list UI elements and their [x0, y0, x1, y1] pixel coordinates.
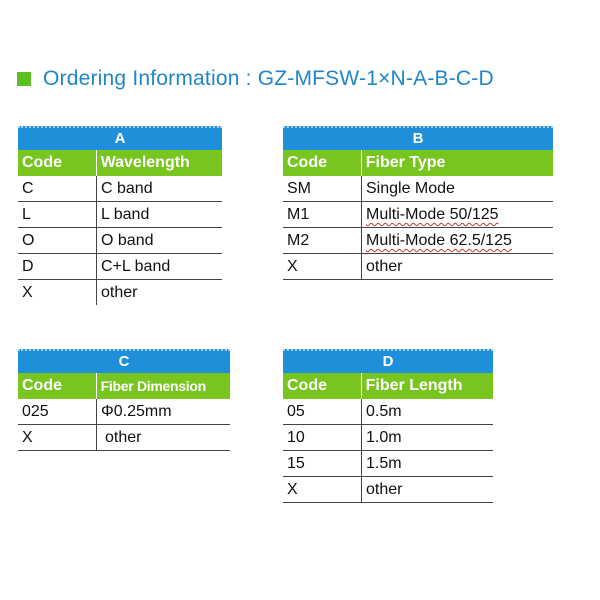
code-cell: 05 [283, 399, 362, 424]
value-cell [362, 228, 512, 253]
code-cell: X [18, 425, 97, 450]
code-cell: D [18, 254, 97, 279]
value-cell: Single Mode [366, 180, 455, 197]
value-cell: C band [101, 180, 153, 197]
code-cell: 025 [18, 399, 97, 424]
value-cell: other [366, 258, 403, 275]
code-cell: SM [283, 176, 362, 201]
value-cell: 0.5m [366, 403, 402, 420]
table-d [283, 349, 493, 503]
code-cell: L [18, 202, 97, 227]
table-b [283, 126, 553, 280]
table-b-column-headers [283, 150, 553, 176]
table-row [18, 399, 230, 425]
code-cell: M2 [283, 228, 362, 253]
table-row [283, 425, 493, 451]
code-header: Code [18, 150, 97, 176]
bullet-square-icon [17, 72, 31, 86]
table-row [283, 202, 553, 228]
table-d-group-header: D [283, 349, 493, 373]
wavelength-header: Wavelength [100, 154, 190, 171]
code-cell: O [18, 228, 97, 253]
code-header: Code [283, 150, 362, 176]
fiber-dimension-header: Fiber Dimension [100, 378, 206, 394]
table-row [18, 202, 222, 228]
code-cell: C [18, 176, 97, 201]
table-row [283, 477, 493, 503]
code-cell: X [18, 280, 97, 305]
fiber-length-header: Fiber Length [365, 377, 463, 394]
value-cell: other [366, 481, 403, 498]
code-cell: X [283, 477, 362, 502]
value-cell: other [101, 284, 138, 301]
code-header: Code [18, 373, 97, 399]
table-c-group-header: C [18, 349, 230, 373]
table-b-group-header: B [283, 126, 553, 150]
value-cell: C+L band [101, 258, 171, 275]
page-title: Ordering Information : GZ-MFSW-1×N-A-B-C-D [43, 67, 494, 90]
fiber-type-header: Fiber Type [365, 154, 446, 171]
value-cell: 1.0m [366, 429, 402, 446]
code-cell: M1 [283, 202, 362, 227]
table-c-column-headers [18, 373, 230, 399]
value-cell: O band [101, 232, 154, 249]
table-d-column-headers [283, 373, 493, 399]
code-cell: 10 [283, 425, 362, 450]
table-row [283, 176, 553, 202]
code-cell: 15 [283, 451, 362, 476]
table-c [18, 349, 230, 451]
value-cell: other [105, 429, 142, 446]
table-row [283, 228, 553, 254]
ordering-heading [17, 64, 494, 94]
table-row [283, 451, 493, 477]
value-cell: 1.5m [366, 455, 402, 472]
table-a-column-headers [18, 150, 222, 176]
table-row [18, 228, 222, 254]
code-header: Code [283, 373, 362, 399]
value-text: Multi-Mode 50/125 [366, 206, 499, 223]
value-cell: Φ0.25mm [101, 403, 172, 420]
value-cell [362, 202, 499, 227]
table-a-group-header: A [18, 126, 222, 150]
value-cell: L band [101, 206, 150, 223]
table-row [283, 254, 553, 280]
table-row [18, 280, 222, 305]
value-text: Multi-Mode 62.5/125 [366, 232, 512, 249]
table-row [283, 399, 493, 425]
code-cell: X [283, 254, 362, 279]
table-a [18, 126, 222, 305]
table-row [18, 254, 222, 280]
table-row [18, 176, 222, 202]
table-row [18, 425, 230, 451]
